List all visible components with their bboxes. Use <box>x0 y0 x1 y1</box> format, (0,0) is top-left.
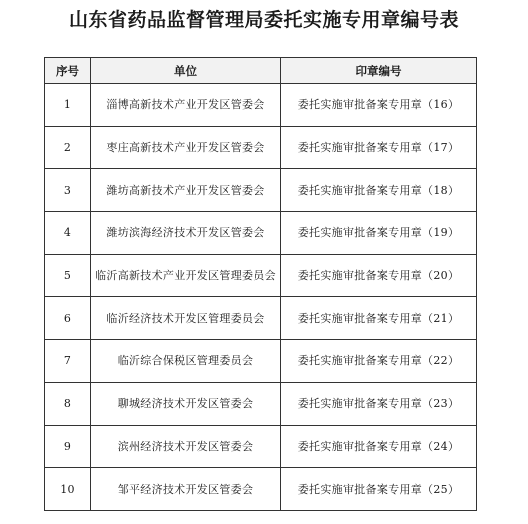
table-header-row <box>45 58 477 84</box>
row-seal-code: 委托实施审批备案专用章（23） <box>281 382 477 425</box>
row-unit: 淄博高新技术产业开发区管委会 <box>91 84 281 127</box>
table-row <box>45 340 477 383</box>
page-title: 山东省药品监督管理局委托实施专用章编号表 <box>68 9 459 31</box>
row-number: 1 <box>45 84 91 127</box>
row-number: 7 <box>45 340 91 383</box>
row-unit: 枣庄高新技术产业开发区管委会 <box>91 126 281 169</box>
table-row <box>45 382 477 425</box>
row-number: 4 <box>45 212 91 255</box>
row-seal-code: 委托实施审批备案专用章（24） <box>281 425 477 468</box>
row-unit: 聊城经济技术开发区管委会 <box>91 382 281 425</box>
row-number: 3 <box>45 169 91 212</box>
row-unit: 潍坊滨海经济技术开发区管委会 <box>91 212 281 255</box>
table-row <box>45 84 477 127</box>
header-number: 序号 <box>45 58 91 84</box>
row-number: 2 <box>45 126 91 169</box>
row-number: 10 <box>45 468 91 511</box>
header-unit: 单位 <box>91 58 281 84</box>
row-seal-code: 委托实施审批备案专用章（21） <box>281 297 477 340</box>
row-unit: 滨州经济技术开发区管委会 <box>91 425 281 468</box>
table-row <box>45 468 477 511</box>
table-row <box>45 254 477 297</box>
row-unit: 临沂综合保税区管理委员会 <box>91 340 281 383</box>
row-unit: 潍坊高新技术产业开发区管委会 <box>91 169 281 212</box>
row-number: 9 <box>45 425 91 468</box>
row-seal-code: 委托实施审批备案专用章（18） <box>281 169 477 212</box>
row-seal-code: 委托实施审批备案专用章（25） <box>281 468 477 511</box>
seal-number-table <box>44 57 477 511</box>
row-seal-code: 委托实施审批备案专用章（20） <box>281 254 477 297</box>
row-seal-code: 委托实施审批备案专用章（17） <box>281 126 477 169</box>
row-seal-code: 委托实施审批备案专用章（22） <box>281 340 477 383</box>
header-seal-code: 印章编号 <box>281 58 477 84</box>
row-seal-code: 委托实施审批备案专用章（19） <box>281 212 477 255</box>
row-seal-code: 委托实施审批备案专用章（16） <box>281 84 477 127</box>
row-number: 8 <box>45 382 91 425</box>
row-unit: 邹平经济技术开发区管委会 <box>91 468 281 511</box>
table-row <box>45 425 477 468</box>
row-unit: 临沂高新技术产业开发区管理委员会 <box>91 254 281 297</box>
table-row <box>45 212 477 255</box>
table-row <box>45 169 477 212</box>
row-number: 5 <box>45 254 91 297</box>
table-row <box>45 297 477 340</box>
row-number: 6 <box>45 297 91 340</box>
row-unit: 临沂经济技术开发区管理委员会 <box>91 297 281 340</box>
table-row <box>45 126 477 169</box>
